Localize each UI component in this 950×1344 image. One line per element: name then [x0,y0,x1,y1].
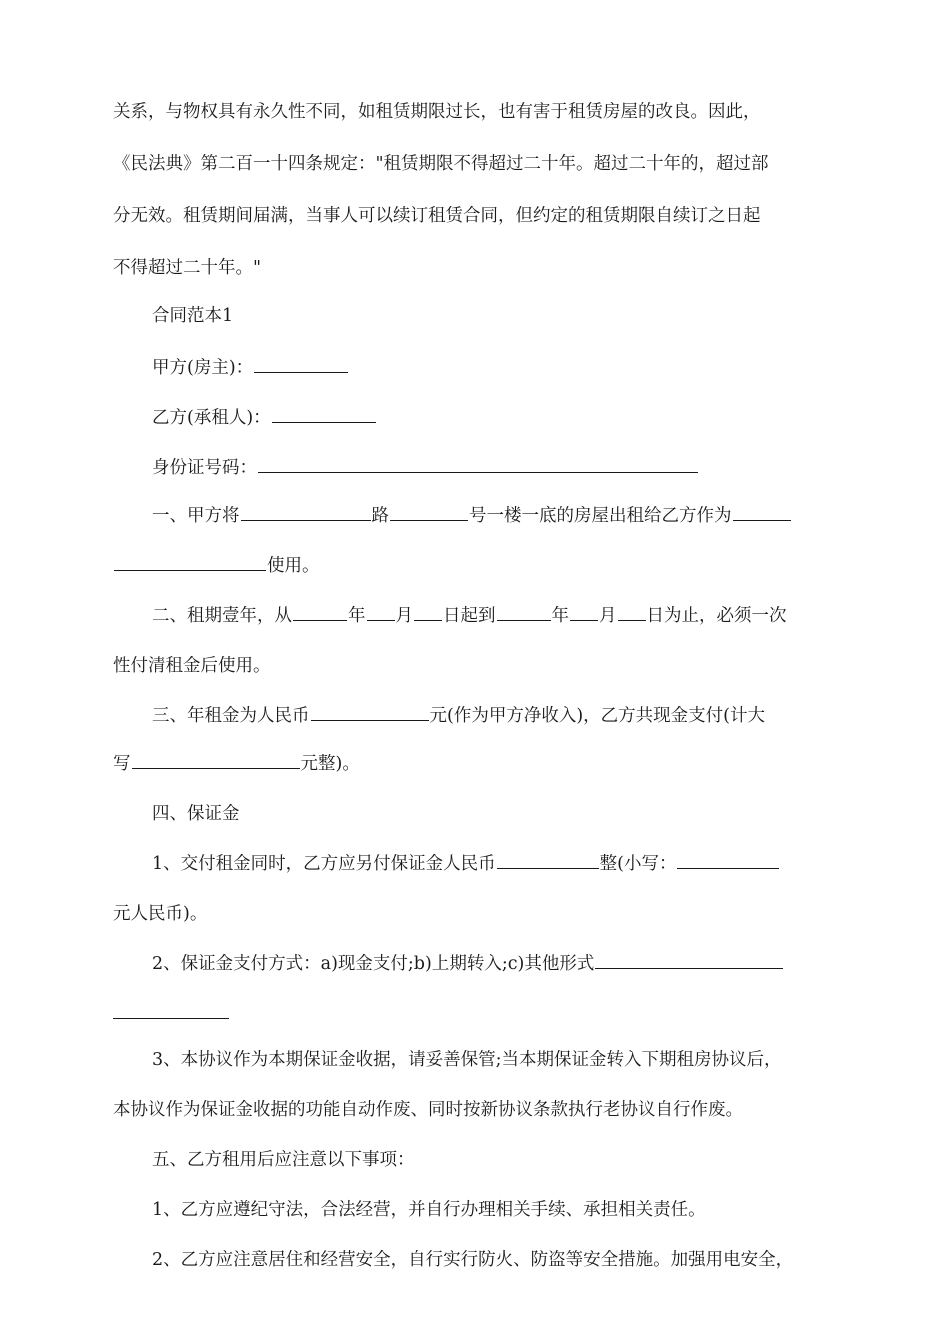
contract-title: 合同范本1 [152,306,234,326]
clause-5-item-2: 2、乙方应注意居住和经营安全，自行实行防火、防盗等安全措施。加强用电安全， [152,1250,794,1270]
street-blank[interactable] [241,503,371,521]
clause-4-item-1-line-1 [0,851,950,877]
usage-blank-1[interactable] [733,503,791,521]
other-method-blank-2[interactable] [113,1018,229,1019]
clause-3-text-c: 写 [113,754,131,774]
clause-3-line-1 [0,703,950,729]
clause-2-day-2: 日为止，必须一次 [646,606,787,626]
id-number-blank[interactable] [258,455,698,473]
intro-line-4: 不得超过二十年。" [113,258,262,278]
other-method-blank-1[interactable] [595,951,783,969]
clause-4-item-1-text-a: 1、交付租金同时，乙方应另付保证金人民币 [152,854,496,874]
clause-2-line-1 [0,603,950,629]
clause-1-text-b: 路 [371,506,389,526]
intro-line-3: 分无效。租赁期间届满，当事人可以续订租赁合同，但约定的租赁期限自续订之日起 [113,206,761,226]
intro-line-2: 《民法典》第二百一十四条规定："租赁期限不得超过二十年。超过二十年的，超过部 [113,154,769,174]
party-a-line [0,355,950,381]
clause-5-item-1: 1、乙方应遵纪守法，合法经营，并自行办理相关手续、承担相关责任。 [152,1200,706,1220]
clause-5-title: 五、乙方租用后应注意以下事项： [152,1150,415,1170]
clause-4-title: 四、保证金 [152,804,240,824]
clause-4-item-3-line-1: 3、本协议作为本期保证金收据，请妥善保管;当本期保证金转入下期租房协议后， [152,1050,782,1070]
number-blank[interactable] [390,503,468,521]
party-b-label: 乙方(承租人)： [152,408,271,428]
end-year-blank[interactable] [497,603,551,621]
end-day-blank[interactable] [618,603,646,621]
id-number-label: 身份证号码： [152,458,257,478]
clause-4-item-1-text-b: 整(小写： [599,854,677,874]
end-month-blank[interactable] [570,603,598,621]
clause-3-line-2 [0,751,950,777]
clause-2-month-2: 月 [599,606,617,626]
clause-2-line-2: 性付清租金后使用。 [113,656,271,676]
start-year-blank[interactable] [293,603,347,621]
clause-2-day-1: 日起到 [443,606,496,626]
party-a-blank[interactable] [254,355,348,373]
clause-4-item-1-line-2: 元人民币)。 [113,904,208,924]
clause-2-year-1: 年 [348,606,366,626]
clause-1-line-1 [0,503,950,529]
clause-4-item-3-line-2: 本协议作为保证金收据的功能自动作废、同时按新协议条款执行老协议自行作废。 [113,1100,743,1120]
clause-1-text-a: 一、甲方将 [152,506,240,526]
id-number-line [0,455,950,481]
usage-blank-2[interactable] [114,553,266,571]
clause-1-text-d: 使用。 [267,556,320,576]
clause-3-text-a: 三、年租金为人民币 [152,706,310,726]
clause-2-text-a: 二、租期壹年，从 [152,606,292,626]
rent-capital-blank[interactable] [132,751,300,769]
party-b-line [0,405,950,431]
party-b-blank[interactable] [272,405,376,423]
deposit-lowercase-blank[interactable] [677,851,779,869]
rent-amount-blank[interactable] [311,703,429,721]
clause-4-item-2-text: 2、保证金支付方式：a)现金支付;b)上期转入;c)其他形式 [152,954,595,974]
party-a-label: 甲方(房主)： [152,358,254,378]
clause-3-text-b: 元(作为甲方净收入)，乙方共现金支付(计大 [429,706,765,726]
clause-1-line-2 [0,553,950,579]
clause-3-text-d: 元整)。 [300,754,360,774]
start-month-blank[interactable] [367,603,395,621]
clause-2-month-1: 月 [395,606,413,626]
intro-line-1: 关系，与物权具有永久性不同，如租赁期限过长，也有害于租赁房屋的改良。因此， [113,102,761,122]
start-day-blank[interactable] [414,603,442,621]
clause-2-year-2: 年 [551,606,569,626]
clause-1-text-c: 号一楼一底的房屋出租给乙方作为 [469,506,732,526]
deposit-amount-blank[interactable] [497,851,599,869]
clause-4-item-2-line-1 [0,951,950,977]
